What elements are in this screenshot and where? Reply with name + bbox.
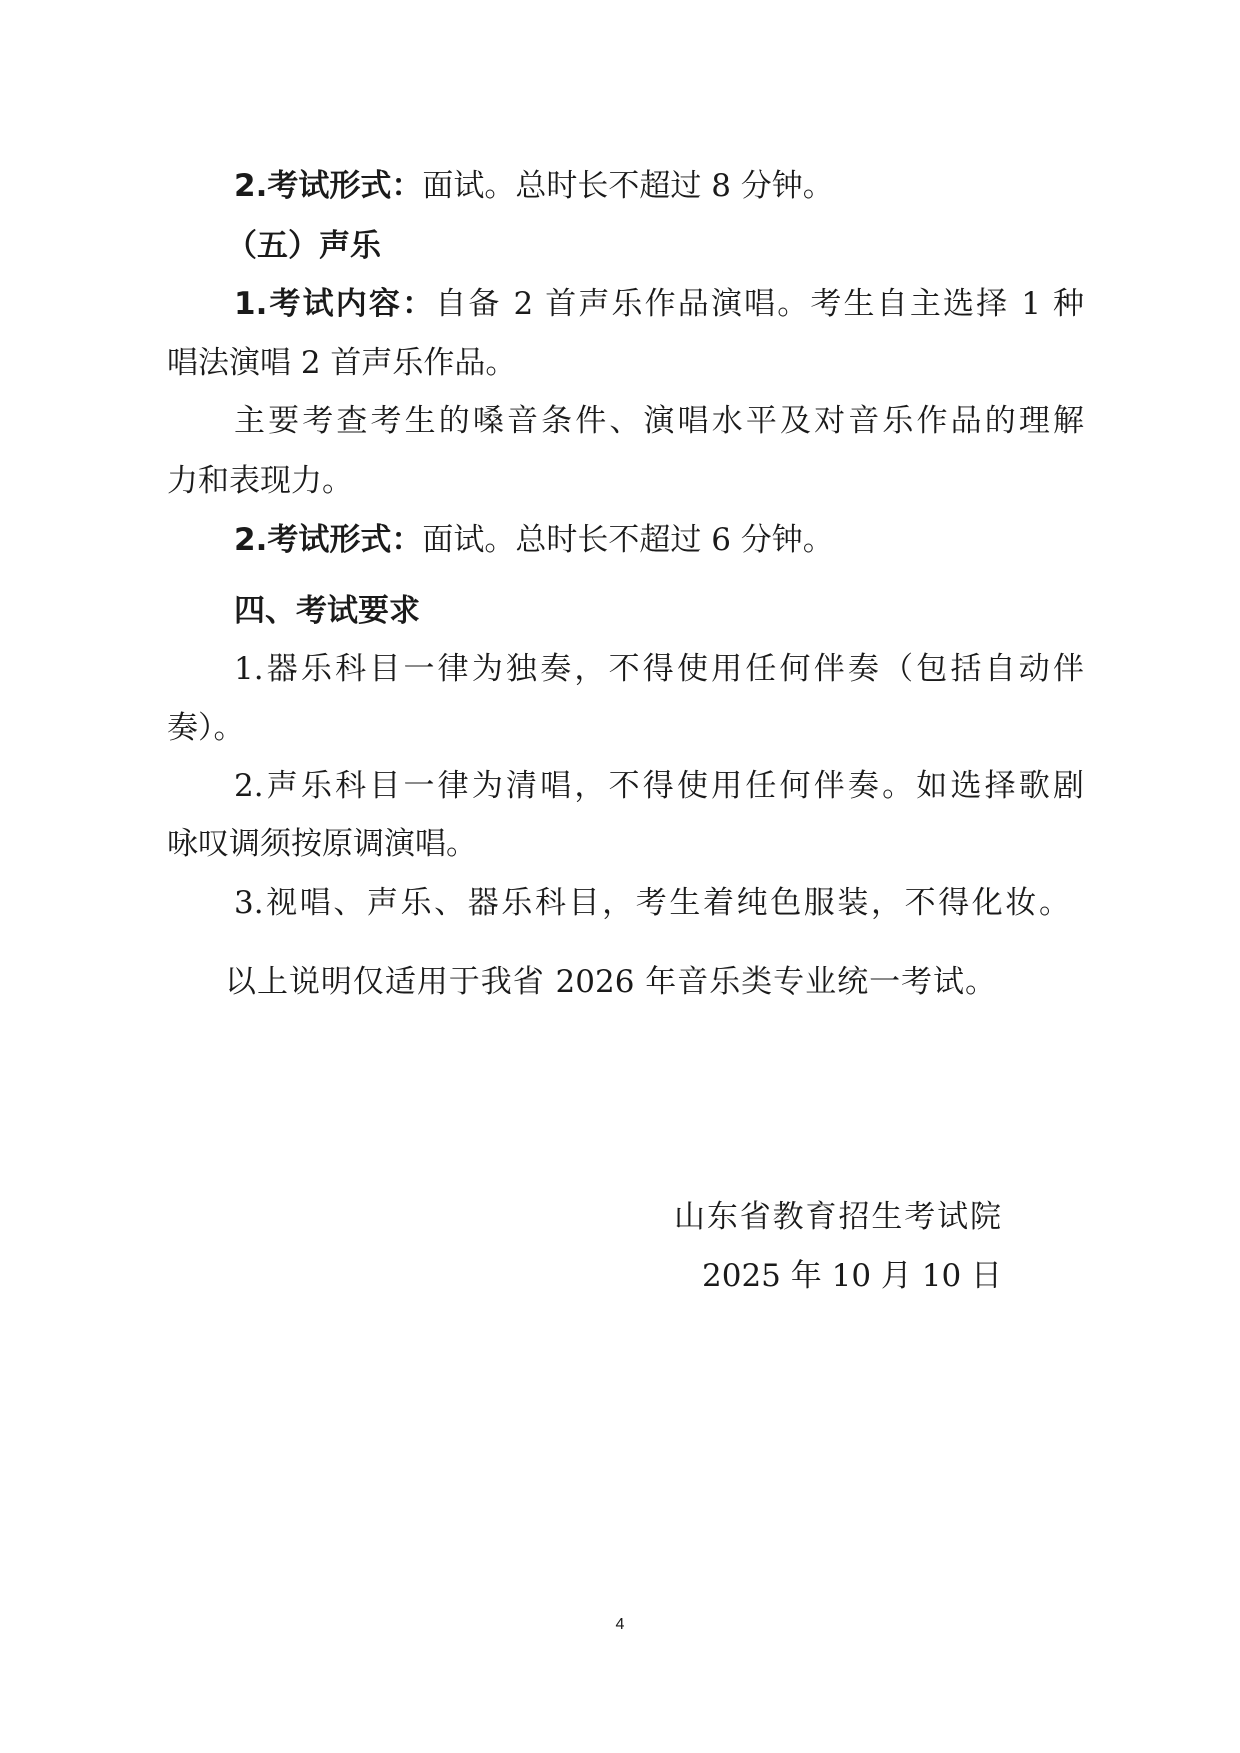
page-number: 4: [615, 1616, 625, 1633]
focus-line-2: 力和表现力。: [167, 463, 353, 499]
requirement-1-line-1: 1.器乐科目一律为独奏，不得使用任何伴奏（包括自动伴: [234, 651, 1084, 687]
vocal-form-text: 面试。总时长不超过 6 分钟。: [422, 522, 834, 558]
content-line: [234, 284, 1084, 324]
signature-date: 2025 年 10 月 10 日: [702, 1258, 1003, 1294]
content-text: 自备 2 首声乐作品演唱。考生自主选择 1 种: [435, 286, 1084, 322]
content-line-2: 唱法演唱 2 首声乐作品。: [167, 345, 517, 381]
exam-form-line: [234, 166, 834, 206]
requirements-heading: [234, 591, 420, 631]
exam-form-label: 2.考试形式：: [234, 168, 423, 204]
closing-note: 以上说明仅适用于我省 2026 年音乐类专业统一考试。: [225, 964, 996, 1000]
vocal-form-line: [234, 520, 834, 560]
requirement-1-line-2: 奏）。: [167, 710, 245, 746]
content-label: 1.考试内容：: [234, 286, 436, 322]
section-heading-vocal: [226, 226, 381, 266]
exam-form-text: 面试。总时长不超过 8 分钟。: [422, 168, 834, 204]
requirement-2-line-2: 咏叹调须按原调演唱。: [167, 826, 477, 862]
section-heading-text: （五）声乐: [226, 228, 381, 264]
signature-organization: 山东省教育招生考试院: [674, 1199, 1001, 1235]
vocal-form-label: 2.考试形式：: [234, 522, 423, 558]
requirement-3: 3.视唱、声乐、器乐科目，考生着纯色服装，不得化妆。: [234, 885, 1070, 921]
requirements-heading-text: 四、考试要求: [234, 593, 420, 629]
requirement-2-line-1: 2.声乐科目一律为清唱，不得使用任何伴奏。如选择歌剧: [234, 768, 1084, 804]
focus-line-1: 主要考查考生的嗓音条件、演唱水平及对音乐作品的理解: [234, 403, 1084, 439]
